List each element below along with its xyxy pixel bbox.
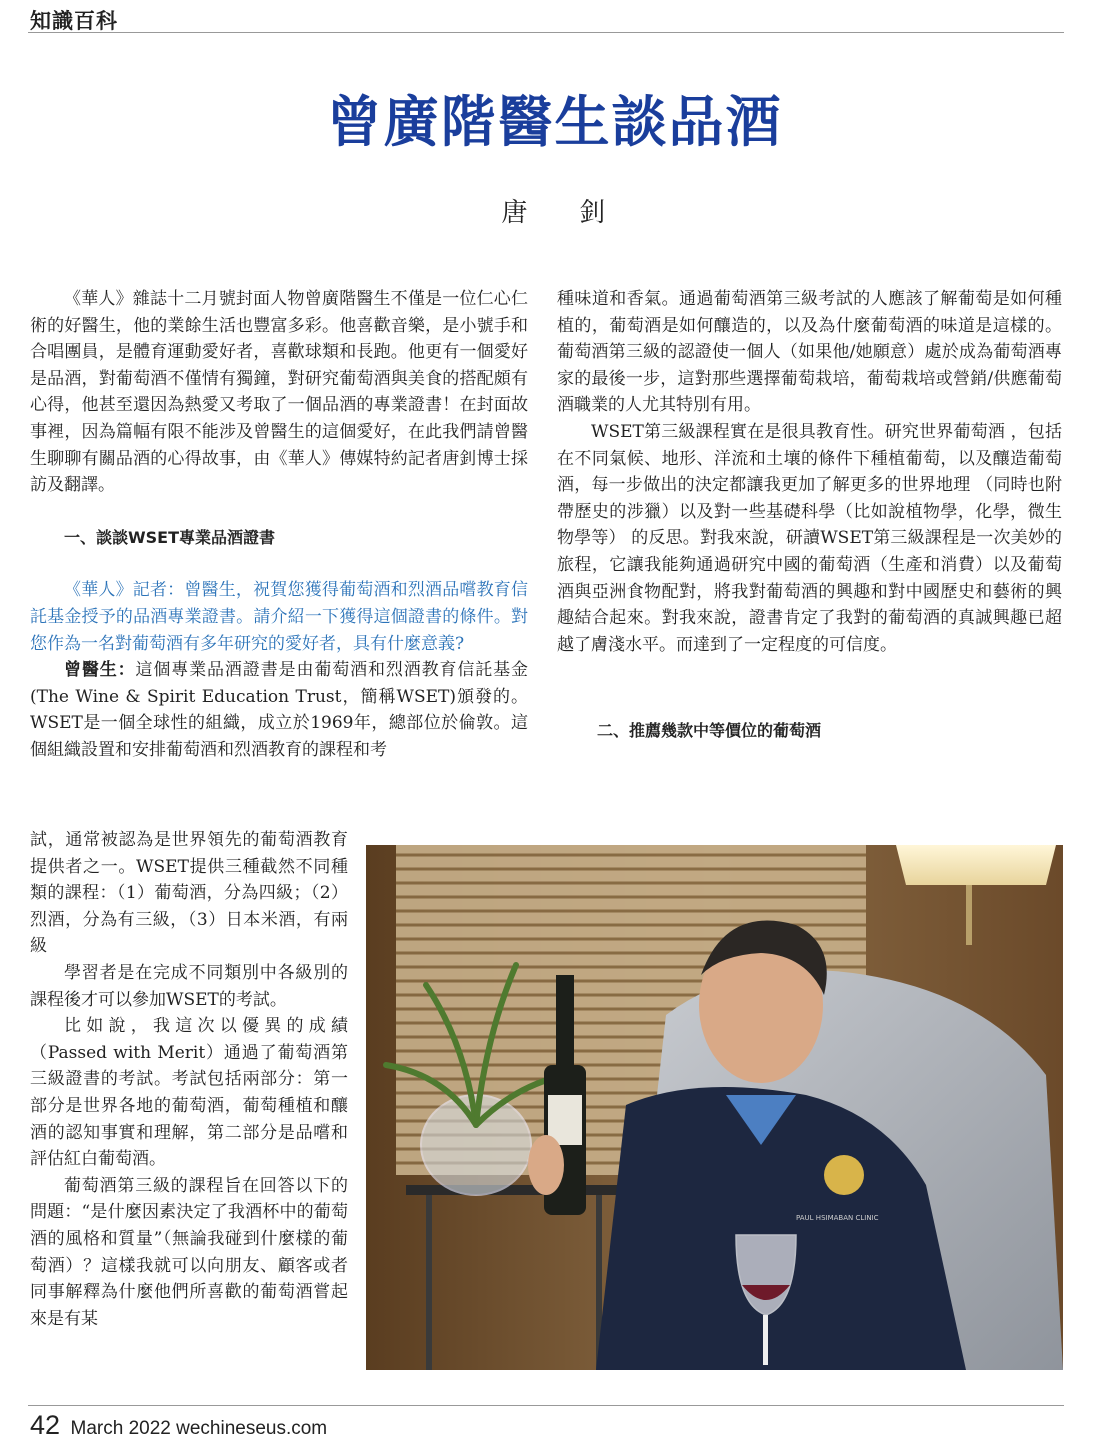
right-column (557, 286, 1062, 745)
footer (30, 1410, 327, 1441)
bottom-rule (28, 1405, 1064, 1406)
answer-text: 這個專業品酒證書是由葡萄酒和烈酒教育信託基金(The Wine & Spirit Education Trust，簡稱WSET)頒發的。WSET是一個全球性的組織，成立於1969年，總部位於倫敦。這個組織設置和安排葡萄酒和烈酒教育的課程和考 (30, 660, 529, 760)
article-title: 曾廣階醫生談品酒 (326, 90, 783, 154)
right-paragraph-1: 種味道和香氣。通過葡萄酒第三級考試的人應該了解葡萄是如何種植的，葡萄酒是如何釀造的，以及為什麼葡萄酒的味道是這樣的。葡萄酒第三級的認證使一個人（如果他/她願意）處於成為葡萄酒專家的最後一步，這對那些選擇葡萄栽培，葡萄栽培或營銷/供應葡萄酒職業的人尤其特別有用。 (557, 289, 1062, 416)
footer-text: March 2022 wechineseus.com (70, 1418, 328, 1439)
question-paragraph: 《華人》記者：曾醫生，祝賀您獲得葡萄酒和烈酒品嚐教育信託基金授予的品酒專業證書。請介紹一下獲得這個證書的條件。對您作為一名對葡萄酒有多年研究的愛好者，具有什麼意義? (30, 580, 528, 654)
heading-recommend: 二、推薦幾款中等價位的葡萄酒 (597, 721, 822, 741)
left-column (30, 286, 528, 764)
article-author: 唐 釗 (501, 198, 628, 228)
section-label: 知識百科 (30, 8, 118, 33)
answer-speaker: 曾醫生： (64, 660, 136, 681)
answer-continued: 試，通常被認為是世界領先的葡萄酒教育提供者之一。WSET提供三種截然不同種類的課程：（1）葡萄酒，分為四級；（2）烈酒，分為有三級，（3）日本米酒，有兩級 (30, 830, 348, 957)
learn-paragraph: 學習者是在完成不同類別中各級別的課程後才可以參加WSET的考試。 (30, 962, 348, 1010)
article-photo (366, 845, 1063, 1370)
photo-illustration (366, 845, 1063, 1370)
page-number: 42 (30, 1410, 61, 1440)
top-rule (28, 32, 1064, 33)
intro-paragraph: 《華人》雜誌十二月號封面人物曾廣階醫生不僅是一位仁心仁術的好醫生，他的業餘生活也豐富多彩。他喜歡音樂，是小號手和合唱團員，是體育運動愛好者，喜歡球類和長跑。他更有一個愛好是品酒，對葡萄酒不僅情有獨鐘，對研究葡萄酒與美食的搭配頗有心得，他甚至還因為熱愛又考取了一個品酒的專業證書！在封面故事裡，因為篇幅有限不能涉及曾醫生的這個愛好，在此我們請曾醫生聊聊有關品酒的心得故事，由《華人》傳媒特約記者唐釗博士採訪及翻譯。 (30, 289, 528, 496)
merit-paragraph: 比如說，我這次以優異的成績（Passed with Merit）通過了葡萄酒第三級證書的考試。考試包括兩部分：第一部分是世界各地的葡萄酒，葡萄種植和釀酒的認知事實和理解，第二部分是品嚐和評估紅白葡萄酒。 (30, 1016, 348, 1170)
right-paragraph-2: WSET第三級課程實在是很具教育性。研究世界葡萄酒 ，包括在不同氣候、地形、洋流和土壤的條件下種植葡萄，以及釀造葡萄酒，每一步做出的決定都讓我更加了解更多的世界地理 （同時也附帶歷史的涉獵）以及對一些基礎科學（比如說植物學，化學，微生物學等） 的反思。對我來說，研讀WSET第三級課程是一次美妙的旅程，它讓我能夠通過研究中國的葡萄酒（生產和消費）以及葡萄酒與亞洲食物配對，將我對葡萄酒的興趣和對中國歷史和藝術的興趣結合起來。對我來說，證書肯定了我對的葡萄酒的真誠興趣已超越了膚淺水平。而達到了一定程度的可信度。 (557, 421, 1062, 655)
left-narrow-column (30, 827, 348, 1332)
level3-paragraph: 葡萄酒第三級的課程旨在回答以下的問題：“是什麼因素決定了我酒杯中的葡萄酒的風格和質量”（無論我碰到什麼樣的葡萄酒）？這樣我就可以向朋友、顧客或者同事解釋為什麼他們所喜歡的葡萄酒嘗起來是有某 (30, 1175, 348, 1329)
jacket-logo-icon (824, 1155, 864, 1195)
jacket-text: PAUL HSIMABAN CLINIC (796, 1214, 879, 1222)
heading-wset: 一、談談WSET專業品酒證書 (64, 527, 276, 547)
answer-paragraph (30, 657, 528, 763)
